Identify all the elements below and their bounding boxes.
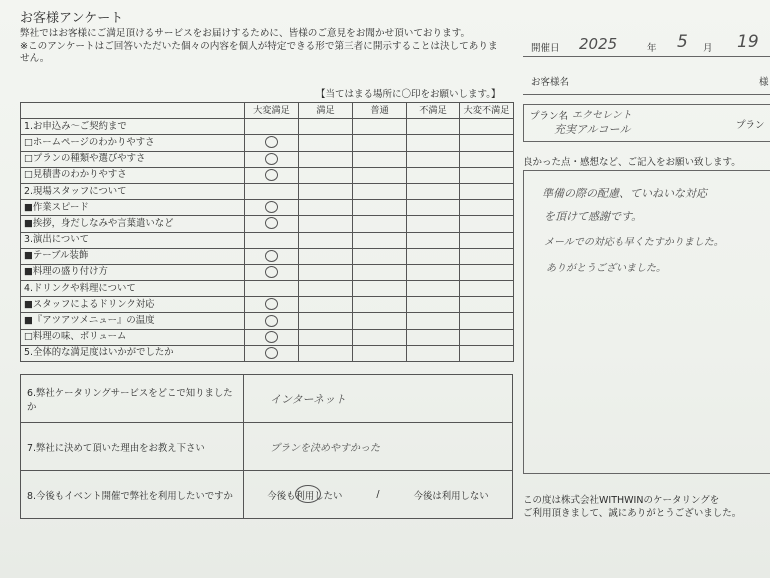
row-label: ■挨拶，身だしなみや言葉遣いなど [21,216,245,232]
rating-cell[interactable] [460,313,514,329]
rating-cell[interactable] [299,135,353,151]
q8-selected-circle [295,485,321,503]
q6-answer-text: インターネット [270,392,347,406]
q8-separator: / [376,489,380,500]
header-blank [21,103,245,119]
row-label: 5.全体的な満足度はいかがでしたか [21,345,245,361]
comment-box [523,170,770,474]
question-row [21,248,514,264]
q7-answer [244,423,513,471]
rating-cell[interactable] [353,200,407,216]
rating-cell[interactable] [460,232,514,248]
question-row [21,200,514,216]
event-date-field [523,32,770,57]
category-row [21,345,514,361]
header-very-dissatisfied: 大変不満足 [460,103,514,119]
customer-name-label: お客様名 [531,77,570,88]
question-row [21,329,514,345]
customer-honorific: 様 [759,77,769,88]
header-satisfied: 満足 [299,103,353,119]
rating-cell[interactable] [299,200,353,216]
question-row [21,375,513,423]
rating-cell[interactable] [299,264,353,280]
rating-cell[interactable] [407,281,460,297]
intro-line: せん。 [20,53,50,65]
month-unit: 月 [703,43,713,54]
rating-cell[interactable] [460,281,514,297]
selected-circle-mark [265,266,278,278]
instruction-legend: 【当てはまる場所に〇印をお願いします。】 [316,89,501,100]
row-label: □ホームページのわかりやすさ [21,135,245,151]
selected-circle-mark [265,169,278,181]
question-row [21,216,514,232]
rating-cell[interactable] [245,167,299,183]
selected-circle-mark [265,250,278,262]
customer-name-field [523,70,770,95]
question-row [21,264,514,280]
rating-cell[interactable] [299,329,353,345]
event-month: 5 [677,32,688,52]
comment-line: 準備の際の配慮、ていねいな対応 [542,187,707,200]
rating-cell[interactable] [299,345,353,361]
rating-cell[interactable] [460,248,514,264]
row-label: 3.演出について [21,232,245,248]
rating-cell[interactable] [407,345,460,361]
selected-circle-mark [265,153,278,165]
rating-cell[interactable] [299,281,353,297]
row-label: ■スタッフによるドリンク対応 [21,297,245,313]
rating-cell[interactable] [299,167,353,183]
rating-cell[interactable] [245,135,299,151]
question-row [21,151,514,167]
plan-value-secondary: 充実アルコール [554,123,631,136]
rating-cell[interactable] [245,200,299,216]
rating-cell[interactable] [353,313,407,329]
selected-circle-mark [265,201,278,213]
plan-name-field [523,104,770,142]
q7-label: 7.弊社に決めて頂いた理由をお教え下さい [21,423,244,471]
category-row [21,232,514,248]
q8-label: 8.今後もイベント開催で弊社を利用したいですか [21,471,244,519]
rating-cell[interactable] [353,119,407,135]
q6-answer [244,375,513,423]
rating-cell[interactable] [299,183,353,199]
rating-cell[interactable] [245,329,299,345]
rating-cell[interactable] [245,232,299,248]
row-label: ■作業スピード [21,200,245,216]
rating-cell[interactable] [460,264,514,280]
row-label: ■料理の盛り付け方 [21,264,245,280]
rating-cell[interactable] [299,151,353,167]
thank-you-note [523,494,741,520]
rating-cell[interactable] [460,345,514,361]
category-row [21,281,514,297]
selected-circle-mark [265,136,278,148]
q8-option-yes[interactable] [267,488,342,502]
rating-cell[interactable] [299,248,353,264]
rating-cell[interactable] [299,313,353,329]
question-row [21,297,514,313]
rating-cell[interactable] [407,151,460,167]
selected-circle-mark [265,331,278,343]
rating-cell[interactable] [407,135,460,151]
comment-line: を頂けて感謝です。 [544,210,643,223]
event-date-label: 開催日 [531,43,560,54]
row-label: ■テーブル装飾 [21,248,245,264]
rating-cell[interactable] [407,329,460,345]
rating-cell[interactable] [407,232,460,248]
satisfaction-table [20,102,514,362]
rating-cell[interactable] [245,151,299,167]
rating-cell[interactable] [353,281,407,297]
rating-cell[interactable] [245,119,299,135]
question-row [21,471,513,519]
row-label: 2.現場スタッフについて [21,183,245,199]
rating-cell[interactable] [460,329,514,345]
rating-cell[interactable] [407,297,460,313]
rating-cell[interactable] [407,313,460,329]
event-day: 19 [737,32,759,52]
rating-cell[interactable] [407,119,460,135]
rating-cell[interactable] [407,264,460,280]
question-row [21,167,514,183]
rating-cell[interactable] [460,119,514,135]
row-label: ■『アツアツメニュー』の温度 [21,313,245,329]
rating-cell[interactable] [245,183,299,199]
rating-cell[interactable] [353,297,407,313]
rating-cell[interactable] [245,216,299,232]
category-row [21,119,514,135]
rating-cell[interactable] [460,216,514,232]
question-row [21,313,514,329]
rating-cell[interactable] [353,345,407,361]
rating-cell[interactable] [460,297,514,313]
rating-cell[interactable] [353,329,407,345]
rating-cell[interactable] [353,167,407,183]
rating-cell[interactable] [353,232,407,248]
table-header-row [21,103,514,119]
selected-circle-mark [265,217,278,229]
rating-cell[interactable] [353,183,407,199]
question-table [20,374,513,519]
rating-cell[interactable] [353,151,407,167]
rating-cell[interactable] [407,248,460,264]
row-label: □料理の味、ボリューム [21,329,245,345]
rating-cell[interactable] [245,297,299,313]
plan-value-primary: エクセレント [572,110,632,121]
rating-cell[interactable] [299,232,353,248]
year-unit: 年 [647,43,657,54]
q8-option-yes-label: 今後も利用したい [267,490,343,502]
selected-circle-mark [265,298,278,310]
q7-answer-text: プランを決めやすかった [270,443,380,454]
header-neutral: 普通 [353,103,407,119]
rating-cell[interactable] [407,200,460,216]
rating-cell[interactable] [245,248,299,264]
thank-you-line: ご利用頂きまして、誠にありがとうございました。 [523,508,742,519]
question-row [21,423,513,471]
question-row [21,135,514,151]
rating-cell[interactable] [245,345,299,361]
header-dissatisfied: 不満足 [407,103,460,119]
q8-answer [244,471,513,519]
row-label: 4.ドリンクや料理について [21,281,245,297]
header-very-satisfied: 大変満足 [245,103,299,119]
page-title: お客様アンケート [20,11,124,26]
category-row [21,183,514,199]
selected-circle-mark [265,315,278,327]
rating-cell[interactable] [299,216,353,232]
rating-cell[interactable] [460,151,514,167]
rating-cell[interactable] [407,216,460,232]
rating-cell[interactable] [245,313,299,329]
plan-suffix: プラン [736,120,765,131]
comment-line: ありがとうございました。 [546,263,666,274]
row-label: 1.お申込み～ご契約まで [21,119,245,135]
rating-cell[interactable] [299,119,353,135]
rating-cell[interactable] [460,167,514,183]
rating-cell[interactable] [460,183,514,199]
rating-cell[interactable] [353,248,407,264]
comment-line: メールでの対応も早くたすかりました。 [544,237,724,248]
row-label: □見積書のわかりやすさ [21,167,245,183]
intro-line: ※このアンケートはご回答いただいた個々の内容を個人が特定できる形で第三者に開示することは決してありま [20,40,498,52]
thank-you-line: この度は株式会社WITHWINのケータリングを [523,495,720,506]
rating-cell[interactable] [407,183,460,199]
rating-cell[interactable] [407,167,460,183]
q6-label: 6.弊社ケータリングサービスをどこで知りましたか [21,375,244,423]
row-label: □プランの種類や選びやすさ [21,151,245,167]
rating-cell[interactable] [299,297,353,313]
rating-cell[interactable] [460,135,514,151]
selected-circle-mark [265,347,278,359]
event-year: 2025 [579,35,618,53]
intro-line: 弊社ではお客様にご満足頂けるサービスをお届けするために、皆様のご意見をお聞かせ頂いております。 [20,28,471,39]
plan-name-label: プラン名 [530,111,569,122]
rating-cell[interactable] [245,281,299,297]
rating-cell[interactable] [460,200,514,216]
intro-text [20,28,515,66]
rating-cell[interactable] [353,264,407,280]
rating-cell[interactable] [353,135,407,151]
comment-label: 良かった点・感想など、ご記入をお願い致します。 [523,157,741,168]
rating-cell[interactable] [245,264,299,280]
q8-option-no[interactable]: 今後は利用しない [413,490,489,502]
rating-cell[interactable] [353,216,407,232]
